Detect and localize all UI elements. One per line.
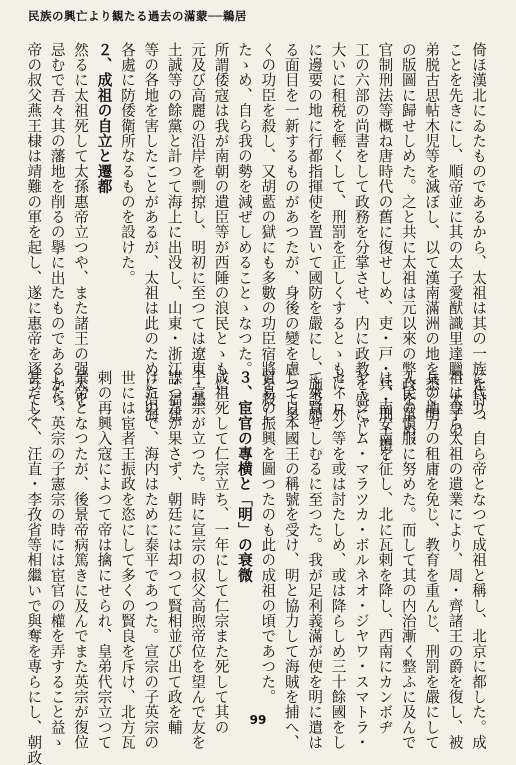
text-column: 貿易の振興を圖つたのも此の成祖の頃であつた。 <box>259 370 277 705</box>
text-column: 倚ほ漢北にゐたものであるから、太祖は其の一族を討つ <box>470 42 487 422</box>
text-column: 所謂倭寇は我が南朝の遺臣等が西陲の浪民とゝもに、 <box>212 42 230 407</box>
running-head: 民族の興亡より観たる過去の滿蒙──鵜居 <box>28 9 247 23</box>
section-heading: ３、宦官の專横と「明」の衰微 <box>235 370 253 583</box>
text-column: して日本國王の稱號を受け、明と協力して海賊を捕へ、 <box>282 370 300 750</box>
text-column: ことを先きにし、順帝並に其の太子愛猷識里達臘、太子の <box>446 42 464 438</box>
text-column: て來貢せしむるに至つた。我が足利義滿が使を明に遣は <box>306 370 324 750</box>
text-column: に邊要の地に行都指揮使を置いて國防を嚴にし、施設頗 <box>306 42 324 422</box>
text-column: 帝の叔父燕王棣は靖難の軍を起し、遂に惠帝を逐うて之 <box>25 42 43 422</box>
text-column: 人民の慣服に努めた。而して其の内治漸く整ふに及んで <box>399 370 417 750</box>
text-column: した。英宗の子憲宗の時には宦官の權を弄すること益ゝ <box>48 370 66 750</box>
page-number: 99 <box>249 713 267 727</box>
text-column: に代り、自ら帝となつて成祖と稱し、北京に都した。成 <box>470 370 487 750</box>
text-column: たゝめ、自ら我の勢を減ぜしめることゝなつた。 <box>235 42 253 377</box>
text-column: 剌の再興入寇によつて帝は擒にせられ、皇弟代宗立つて <box>95 370 113 750</box>
upper-text-block <box>20 42 490 468</box>
text-column: 弟脱古思帖木児等を滅ぼし、以て漢南滿洲の地を悉く明 <box>423 42 441 422</box>
text-column: 成祖死して仁宗立ち、一年にして仁宗また死して其の <box>212 370 230 735</box>
text-column: 忌むで吾々其の藩地を削るの擧に出たものであるから、 <box>48 42 66 422</box>
text-column: 官制刑法等概ね唐時代の舊に復せしめ、吏・戸・兵・刑・禮・ <box>376 42 394 468</box>
text-column: 景帝となつたが、後景帝病篤きに及んでまた英宗が復位 <box>72 370 90 750</box>
text-column: ヤ・シャム・マラツカ・ボルネオ・ジヤワ・スマトラ・ <box>352 370 370 750</box>
section-heading: ２、成祖の自立と遷都 <box>95 42 113 194</box>
text-column: くの功臣を殺し、又胡藍の獄にも多數の功臣宿將を殺し <box>259 42 277 422</box>
text-column: 謀つたが果さず、朝廷には却つて賢相並び出て政を輔 <box>165 370 183 735</box>
text-column: 甚だしく、汪直・李孜省等相繼いで與奪を専らにし、朝政 <box>25 370 43 765</box>
text-column: 元及び高麗の沿岸を剽掠し、明初に至つては遼東・張 <box>189 42 207 407</box>
text-column: の版圖に歸せしめた。之と共に太祖は元以來の弊政を革め、 <box>399 42 417 453</box>
text-column: けたので、海内はために泰平であつた。宣宗の子英宗の <box>142 370 160 750</box>
text-column: セイロン等を或は討たしめ、或は降らしめ三十餘國をし <box>329 370 347 750</box>
text-column: 等の各地を害したことがあるが、太祖は此のために沿海 <box>142 42 160 422</box>
text-column: 子宣宗が立つた。時に宣宗の叔父高煦帝位を望んで友を <box>189 370 207 750</box>
text-column: る面目を一新するものがあつたが、身後の變を慮つて多 <box>282 42 300 422</box>
text-column: 工の六部の尚書をして政務を分掌させ、内に政教を盛にし <box>352 42 370 438</box>
text-column: 祖は専ら太祖の遺業により、周・齊諸王の爵を復し、被 <box>446 370 464 750</box>
text-column: 大いに租税を輕くして、刑罰を正しくするとゝもに、外 <box>329 42 347 422</box>
text-column: は、南安南を征し、北に瓦剌を降し、西南にカンボヂ <box>376 370 394 735</box>
text-column: 然るに太祖死して太孫惠帝立つや、また諸王の强大を <box>72 42 90 407</box>
text-column: 世には宦者王振政を恣にして多くの賢良を斥け、北方瓦 <box>118 370 136 750</box>
text-column: 土誠等の餘黨と計つて海上に出没し、山東・浙江・福建 <box>165 42 183 422</box>
text-column: 兵の地方の租庸を免じ、教育を重んじ、刑罰を嚴にして <box>423 370 441 750</box>
text-column: 各處に防倭衛所なるものを設けた。 <box>118 42 136 286</box>
